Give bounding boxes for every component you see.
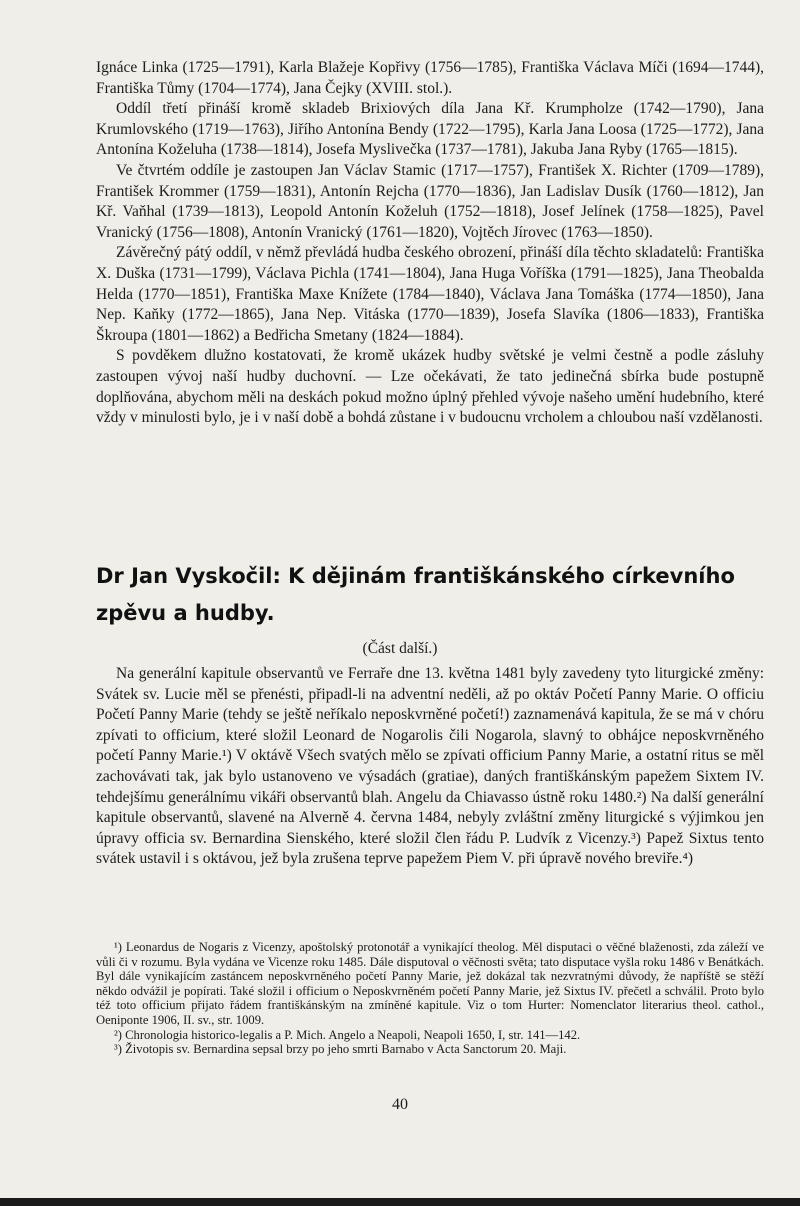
paragraph-composers-4: Závěrečný pátý oddíl, v němž převládá hudba českého obrození, přináší díla těchto skladatelů: Františka X. Duška (1731—1799), Václava Pichla (1741—1804), Jana Huga Voříška (1791—1825), Jana Theobalda Helda (1770—1851), Františka Maxe Knížete (1784—1840), Václava Jana Tomáška (1774—1850), Jana Nep. Kaňky (1772—1865), Jana Nep. Vitáska (1770—1839), Josefa Slavíka (1806—1833), Františka Škroupa (1801—1862) a Bedřicha Smetany (1824—1884). bbox=[96, 244, 764, 344]
paragraph-composers-1: Ignáce Linka (1725—1791), Karla Blažeje Kopřivy (1756—1785), Františka Václava Míči (1694—1744), Františka Tůmy (1704—1774), Jana Čejky (XVIII. stol.). bbox=[96, 59, 764, 97]
article-subtitle: (Část další.) bbox=[362, 640, 438, 657]
top-section bbox=[96, 58, 764, 429]
paragraph-composers-3: Ve čtvrtém oddíle je zastoupen Jan Václav Stamic (1717—1757), František X. Richter (1709—1789), František Krommer (1759—1831), Antonín Rejcha (1770—1836), Jan Ladislav Dusík (1760—1812), Jan Kř. Vaňhal (1739—1813), Leopold Antonín Koželuh (1752—1818), Josef Jelínek (1758—1825), Pavel Vranický (1756—1808), Antonín Vranický (1761—1820), Vojtěch Jírovec (1763—1850). bbox=[96, 161, 764, 241]
footnote-3: ³) Životopis sv. Bernardina sepsal brzy po jeho smrti Barnabo v Acta Sanctorum 20. Maji. bbox=[114, 1042, 567, 1057]
paragraph-composers-2: Oddíl třetí přináší kromě skladeb Brixiových díla Jana Kř. Krumpholze (1742—1790), Jana Krumlovského (1719—1763), Jiřího Antonína Bendy (1722—1795), Karla Jana Loosa (1725—1772), Jana Antonína Koželuha (1738—1814), Josefa Myslivečka (1737—1781), Jakuba Jana Ryby (1765—1815). bbox=[96, 100, 764, 159]
scan-edge bbox=[0, 1198, 800, 1206]
paragraph-closing: S povděkem dlužno kostatovati, že kromě ukázek hudby světské je velmi čestně a podle zásluhy zastoupen vývoj naší hudby duchovní. — Lze očekávati, že tato jedinečná sbírka bude postupně doplňována, abychom měli na deskách pokud možno úplný přehled vývoje našeho umění hudebního, které vždy v minulosti bylo, je i v naší době a bohdá zůstane i v budoucnu vrcholem a chloubou naší vzdělanosti. bbox=[96, 347, 764, 427]
footnote-1: ¹) Leonardus de Nogaris z Vicenzy, apoštolský protonotář a vynikající theolog. Měl disputaci o věčné blaženosti, zda záleží ve vůli či v rozumu. Byla vydána ve Vicenze roku 1485. Dále disputoval o věčnosti světa; tato disputace vyšla roku 1486 v Benátkách. Byl dále vynikajícím zastáncem neposkvrněného početí Panny Marie, jež dokázal tak nezvratnými důvody, že napříště se stěží někdo odvážil je popírati. Také složil i officium o Neposkvrněném početí Panny Marie, jež Sixtus IV. přečetl a schválil. Proto bylo též toto officium přijato řádem františkánským na zmíněné kapitule. Viz o tom Hurter: Nomenclator literarius theol. cathol., Oeniponte 1906, II. sv., str. 1009. bbox=[96, 940, 764, 1027]
article-title: Dr Jan Vyskočil: K dějinám františkánského církevního zpěvu a hudby. bbox=[96, 564, 735, 625]
footnotes bbox=[96, 940, 764, 1057]
footnote-2: ²) Chronologia historico-legalis a P. Mich. Angelo a Neapoli, Neapoli 1650, I, str. 141—142. bbox=[114, 1027, 581, 1042]
article-body bbox=[96, 664, 764, 870]
article-paragraph: Na generální kapitule observantů ve Ferraře dne 13. května 1481 byly zavedeny tyto liturgické změny: Svátek sv. Lucie měl se přenésti, připadl-li na adventní neděli, až po oktáv Početí Panny Marie. O officiu Početí Panny Marie (tehdy se ještě neříkalo neposkvrněné početí!) zaznamenává kapitula, že se má v chóru zpívati to officium, které složil Leonard de Nogarolis čili Nogarola, slavný to obhájce neposkvrněného početí Panny Marie.¹) V oktávě Všech svatých mělo se zpívati officium Panny Marie, a ostatní ritus se měl zachovávati tak, jak bylo ustanoveno ve výsadách (gratiae), daných františkánským papežem Sixtem IV. tehdejšímu generálnímu vikáři observantů blah. Angelu da Chiavasso ústně roku 1480.²) Na další generální kapitule observantů, slavené na Alverně 4. června 1484, nebyly zvláštní změny liturgické s výjimkou jen úpravy officia sv. Bernardina Sienského, které složil člen řádu P. Ludvík z Vicenzy.³) Papež Sixtus tento svátek ustavil i s oktávou, jež byla zrušena teprve papežem Piem V. při úpravě nového breviře.⁴) bbox=[96, 665, 764, 868]
page-number: 40 bbox=[392, 1096, 408, 1113]
